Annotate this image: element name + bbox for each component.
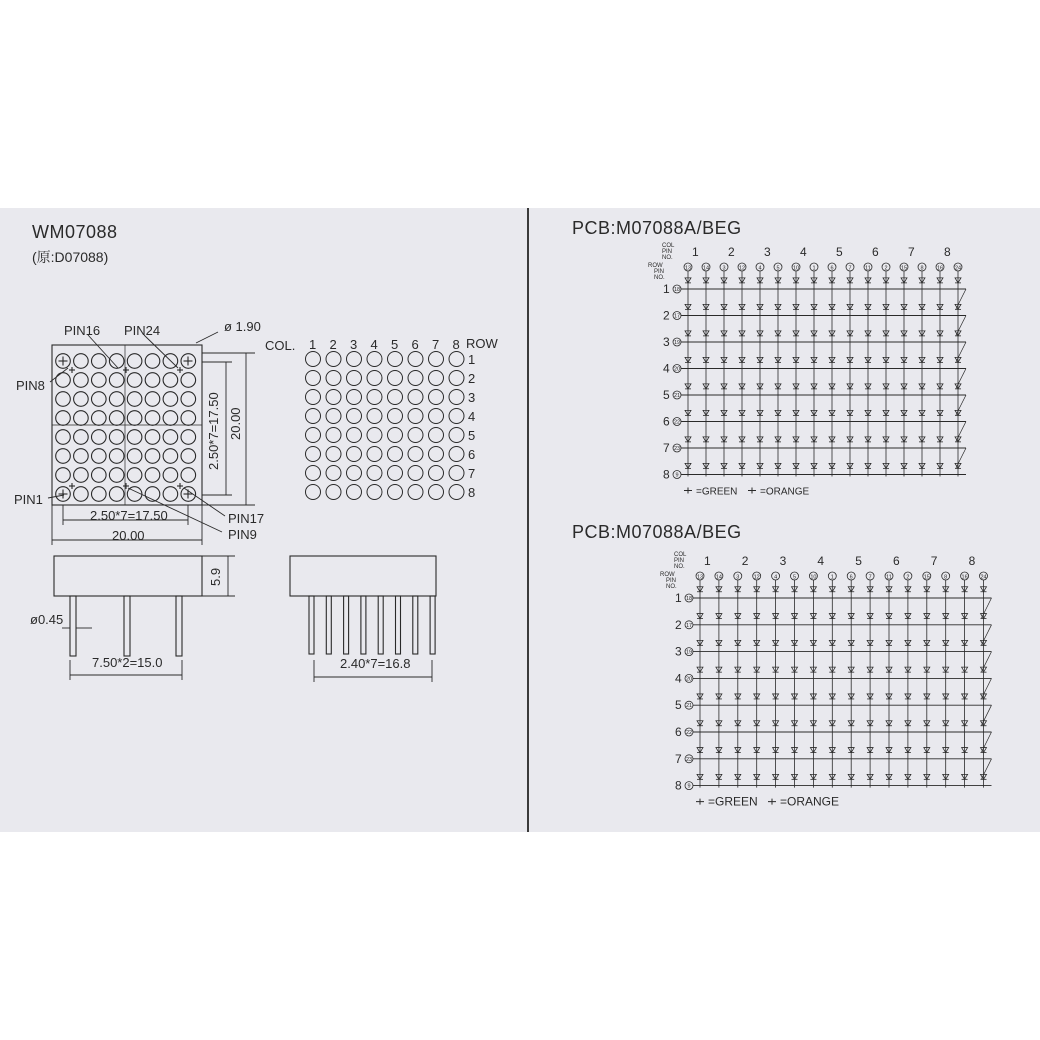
side-pin <box>326 596 331 654</box>
grid-dot <box>388 447 403 462</box>
row-number: 5 <box>675 698 682 713</box>
grid-row-number: 3 <box>468 390 476 405</box>
row-number: 7 <box>663 441 670 455</box>
side-view-left-labels <box>30 568 223 670</box>
grid-dot <box>429 447 444 462</box>
matrix-dot <box>109 411 124 426</box>
matrix-dot <box>127 354 142 369</box>
grid-col-numbers <box>309 337 460 352</box>
col-number: 6 <box>893 554 900 568</box>
row-number: 4 <box>675 671 682 686</box>
row-diagonal <box>956 395 966 415</box>
row-pin-number: 19 <box>685 649 693 656</box>
matrix-dot <box>127 411 142 426</box>
pin1-label: PIN1 <box>14 492 43 507</box>
grid-dot <box>449 428 464 443</box>
col-number: 2 <box>741 554 749 568</box>
col-number: 1 <box>704 554 711 568</box>
left-subtitle: (原:D07088) <box>32 249 109 265</box>
hole-dia-label: ø 1.90 <box>224 319 261 334</box>
matrix-dot <box>92 430 107 445</box>
row-number: 8 <box>675 778 682 793</box>
col-pin-number: 12 <box>753 574 760 581</box>
grid-dot <box>449 466 464 481</box>
grid-col-number: 6 <box>411 337 419 352</box>
matrix-dot <box>163 411 178 426</box>
matrix-dot <box>181 411 196 426</box>
matrix-dot <box>163 468 178 483</box>
matrix-dot <box>163 392 178 407</box>
col-pin-number: 24 <box>980 574 987 581</box>
matrix-dot <box>92 449 107 464</box>
col-pin-number: 7 <box>868 574 872 581</box>
row-pin-number: 22 <box>673 419 681 426</box>
matrix-dot <box>145 354 160 369</box>
grid-row-number: 7 <box>468 466 476 481</box>
matrix-dot <box>181 392 196 407</box>
matrix-dot <box>127 449 142 464</box>
grid-dot <box>388 390 403 405</box>
row-pin-label: PIN <box>654 269 665 275</box>
matrix-dot <box>56 373 71 388</box>
left-title: WM07088 <box>32 222 118 242</box>
col-pin-label: PIN <box>674 558 685 564</box>
pitch-h-label: 2.50*7=17.50 <box>90 508 168 523</box>
col-number: 1 <box>692 245 699 259</box>
col-pin-label: COL <box>662 243 675 249</box>
matrix-dot <box>127 430 142 445</box>
schematic-title-1: PCB:M07088A/BEG <box>572 218 742 238</box>
grid-row-number: 6 <box>468 447 476 462</box>
col-pin-label: NO. <box>662 255 673 261</box>
grid-dot <box>326 409 341 424</box>
grid-dot <box>408 352 423 367</box>
col-pin-number: 3 <box>722 265 726 272</box>
pin-span-label: 7.50*2=15.0 <box>92 655 163 670</box>
col-pin-number: 10 <box>792 265 800 272</box>
legend-green-label: =GREEN <box>708 794 758 809</box>
col-pin-number: 2 <box>906 574 910 581</box>
grid-dot <box>449 371 464 386</box>
grid-row-number: 2 <box>468 371 476 386</box>
col-number: 5 <box>855 554 862 568</box>
pin24-label: PIN24 <box>124 323 161 338</box>
grid-col-number: 2 <box>329 337 337 352</box>
col-pin-number: 4 <box>774 574 778 581</box>
matrix-dot <box>56 392 71 407</box>
pin-pitch-label: 2.40*7=16.8 <box>340 656 411 671</box>
grid-dot <box>367 447 382 462</box>
grid-dot <box>306 466 321 481</box>
row-diagonal <box>982 678 992 698</box>
grid-dot <box>367 352 382 367</box>
pin8-label: PIN8 <box>16 378 45 393</box>
row-header: ROW <box>466 336 498 351</box>
grid-dots <box>306 352 465 500</box>
grid-dot <box>306 371 321 386</box>
col-pin-number: 8 <box>920 265 924 272</box>
matrix-dot <box>92 411 107 426</box>
side-pin <box>378 596 383 654</box>
matrix-dot <box>127 373 142 388</box>
row-diagonal <box>982 625 992 645</box>
matrix-dot <box>127 392 142 407</box>
row-diagonal <box>982 732 992 752</box>
side-pin-2 <box>124 596 130 656</box>
col-number: 2 <box>728 245 735 259</box>
height-label: 20.00 <box>228 407 243 440</box>
col-pin-label: COL <box>674 552 687 558</box>
matrix-dot <box>163 430 178 445</box>
row-diagonal <box>956 369 966 389</box>
col-pin-number: 24 <box>954 265 962 272</box>
matrix-dot <box>74 430 89 445</box>
grid-dot <box>326 428 341 443</box>
row-pin-number: 17 <box>673 313 681 320</box>
grid-dot <box>367 409 382 424</box>
grid-dot <box>408 447 423 462</box>
matrix-dot <box>56 449 71 464</box>
row-diagonal <box>982 705 992 725</box>
grid-dot <box>367 428 382 443</box>
row-diagonal <box>956 342 966 362</box>
matrix-dot <box>109 487 124 502</box>
matrix-dot <box>181 468 196 483</box>
matrix-dot <box>74 373 89 388</box>
matrix-dot <box>109 468 124 483</box>
matrix-dot <box>92 373 107 388</box>
col-number: 4 <box>800 245 807 259</box>
col-pin-number: 11 <box>865 265 871 272</box>
grid-dot <box>388 466 403 481</box>
col-pin-number: 4 <box>758 265 762 272</box>
grid-dot <box>347 447 362 462</box>
matrix-dot-grid <box>56 354 196 502</box>
matrix-dot <box>127 468 142 483</box>
row-pin-label: ROW <box>648 263 663 269</box>
grid-dot <box>449 485 464 500</box>
grid-dot <box>306 352 321 367</box>
grid-dot <box>306 447 321 462</box>
grid-dot <box>347 371 362 386</box>
matrix-dot <box>163 449 178 464</box>
col-number: 3 <box>779 554 787 568</box>
col-pin-number: 14 <box>715 574 722 581</box>
grid-dot <box>326 371 341 386</box>
col-pin-number: 15 <box>900 265 908 272</box>
grid-dot <box>347 390 362 405</box>
grid-dot <box>388 352 403 367</box>
col-number: 8 <box>968 554 976 568</box>
row-pin-number: 23 <box>673 446 681 452</box>
row-pin-label: PIN <box>666 578 677 584</box>
matrix-dot <box>74 449 89 464</box>
row-number: 2 <box>675 617 682 632</box>
grid-dot <box>347 428 362 443</box>
row-number: 1 <box>675 591 682 605</box>
grid-dot <box>388 428 403 443</box>
grid-dot <box>388 409 403 424</box>
col-pin-number: 13 <box>684 265 692 272</box>
row-pin-number: 9 <box>675 472 679 479</box>
row-pin-number: 20 <box>685 676 693 683</box>
col-pin-number: 16 <box>961 574 968 581</box>
matrix-dot <box>145 373 160 388</box>
col-pin-number: 11 <box>886 574 892 581</box>
grid-dot <box>347 466 362 481</box>
col-pin-label: PIN <box>662 249 673 255</box>
side-pin <box>396 596 401 654</box>
row-number: 2 <box>663 308 670 323</box>
pin17-label: PIN17 <box>228 511 265 526</box>
matrix-dot <box>109 392 124 407</box>
matrix-dot <box>74 392 89 407</box>
grid-dot <box>326 447 341 462</box>
side-pin <box>413 596 418 654</box>
matrix-dot <box>181 430 196 445</box>
col-pin-number: 16 <box>936 265 944 272</box>
row-diagonal <box>956 422 966 442</box>
grid-dot <box>306 390 321 405</box>
thickness-label: 5.9 <box>208 567 223 586</box>
col-pin-number: 2 <box>884 265 888 272</box>
matrix-dot <box>163 487 178 502</box>
schematic-2 <box>660 552 992 809</box>
grid-dot <box>429 390 444 405</box>
legend-orange-label: =ORANGE <box>760 486 810 498</box>
grid-dot <box>449 390 464 405</box>
grid-col-number: 8 <box>452 337 460 352</box>
grid-dot <box>306 485 321 500</box>
matrix-dot <box>56 430 71 445</box>
legend-green-symbol <box>696 799 704 805</box>
grid-row-numbers <box>468 352 475 500</box>
col-number: 3 <box>764 245 771 259</box>
matrix-dot <box>163 373 178 388</box>
col-row-grid <box>265 336 499 500</box>
row-number: 1 <box>663 282 670 296</box>
matrix-dot <box>181 373 196 388</box>
row-diagonal <box>982 759 992 779</box>
matrix-dot <box>74 354 89 369</box>
grid-dot <box>408 428 423 443</box>
grid-dot <box>429 352 444 367</box>
col-number: 7 <box>908 245 915 259</box>
side-body-left <box>54 556 202 596</box>
legend-orange-label: =ORANGE <box>780 794 840 809</box>
row-pin-label: ROW <box>660 572 675 578</box>
matrix-dot <box>74 468 89 483</box>
row-pin-number: 19 <box>673 340 681 346</box>
col-number: 5 <box>836 245 843 259</box>
legend-green-symbol <box>684 488 692 494</box>
grid-col-number: 7 <box>432 337 440 352</box>
grid-dot <box>326 352 341 367</box>
col-pin-number: 10 <box>810 574 817 581</box>
col-pin-number: 1 <box>812 265 816 272</box>
row-diagonal <box>982 598 992 618</box>
col-pin-number: 12 <box>738 265 746 272</box>
grid-dot <box>347 409 362 424</box>
side-pin-1 <box>70 596 76 656</box>
legend-orange-symbol <box>768 799 776 805</box>
grid-dot <box>367 466 382 481</box>
side-pin <box>361 596 366 654</box>
grid-dot <box>408 371 423 386</box>
col-pin-number: 3 <box>736 574 740 581</box>
schematic-1 <box>648 243 966 498</box>
pitch-v-label: 2.50*7=17.50 <box>206 392 221 470</box>
grid-dot <box>449 447 464 462</box>
width-label: 20.00 <box>112 528 145 543</box>
matrix-dot <box>56 411 71 426</box>
col-pin-label: NO. <box>674 564 685 570</box>
grid-dot <box>306 409 321 424</box>
side-pin <box>430 596 435 654</box>
col-pin-number: 5 <box>776 265 780 272</box>
grid-dot <box>367 371 382 386</box>
grid-row-number: 5 <box>468 428 476 443</box>
grid-col-number: 3 <box>350 337 358 352</box>
row-pin-number: 21 <box>685 703 693 710</box>
grid-dot <box>347 485 362 500</box>
row-pin-number: 18 <box>685 596 693 602</box>
grid-dot <box>429 371 444 386</box>
matrix-dot <box>145 430 160 445</box>
pin-dia-label: ø0.45 <box>30 612 64 627</box>
row-number: 7 <box>675 751 682 766</box>
matrix-dot <box>109 430 124 445</box>
matrix-dot <box>181 449 196 464</box>
matrix-dot <box>92 392 107 407</box>
col-header: COL. <box>265 338 296 353</box>
col-number: 7 <box>930 554 938 568</box>
side-pin-3 <box>176 596 182 656</box>
row-number: 3 <box>663 335 670 349</box>
col-pin-number: 8 <box>944 574 948 581</box>
col-number: 6 <box>872 245 879 259</box>
grid-dot <box>408 390 423 405</box>
matrix-dot <box>92 487 107 502</box>
row-number: 4 <box>663 361 670 376</box>
row-diagonal <box>956 316 966 336</box>
row-pin-number: 17 <box>685 622 693 629</box>
col-number: 4 <box>817 554 825 568</box>
matrix-dot <box>56 468 71 483</box>
grid-dot <box>306 428 321 443</box>
col-pin-number: 7 <box>848 265 852 272</box>
col-number: 8 <box>944 245 951 259</box>
row-number: 6 <box>675 725 682 739</box>
grid-dot <box>429 466 444 481</box>
row-number: 3 <box>675 644 682 659</box>
matrix-dot <box>109 449 124 464</box>
grid-col-number: 5 <box>391 337 399 352</box>
row-number: 5 <box>663 388 670 402</box>
grid-dot <box>408 485 423 500</box>
row-number: 8 <box>663 467 670 482</box>
matrix-dot <box>92 468 107 483</box>
matrix-dot <box>145 468 160 483</box>
schematic-title-2: PCB:M07088A/BEG <box>572 522 742 542</box>
row-diagonal <box>956 289 966 309</box>
matrix-dot <box>74 487 89 502</box>
grid-dot <box>429 428 444 443</box>
col-pin-number: 14 <box>702 265 710 272</box>
grid-dot <box>367 485 382 500</box>
matrix-dot <box>109 373 124 388</box>
row-pin-number: 21 <box>673 393 681 399</box>
grid-row-number: 1 <box>468 352 476 367</box>
matrix-dot <box>145 392 160 407</box>
grid-row-number: 4 <box>468 409 476 424</box>
pin9-label: PIN9 <box>228 527 257 542</box>
grid-dot <box>408 409 423 424</box>
row-pin-label: NO. <box>666 584 677 590</box>
side-pin <box>344 596 349 654</box>
grid-col-number: 4 <box>370 337 378 352</box>
row-number: 6 <box>663 414 670 429</box>
grid-dot <box>326 485 341 500</box>
matrix-top-view <box>52 345 202 505</box>
row-diagonal <box>982 652 992 672</box>
side-body-right <box>290 556 436 596</box>
side-pins-row <box>309 596 435 654</box>
side-pin <box>309 596 314 654</box>
grid-dot <box>429 485 444 500</box>
row-pin-number: 22 <box>685 730 693 736</box>
grid-dot <box>326 466 341 481</box>
grid-row-number: 8 <box>468 485 476 500</box>
grid-dot <box>347 352 362 367</box>
row-pin-number: 9 <box>687 783 691 790</box>
matrix-dot <box>145 449 160 464</box>
legend-orange-symbol <box>748 488 756 494</box>
row-pin-number: 20 <box>673 366 681 373</box>
matrix-dot <box>92 354 107 369</box>
col-pin-number: 5 <box>792 574 797 581</box>
col-pin-number: 13 <box>696 574 704 581</box>
grid-dot <box>429 409 444 424</box>
grid-dot <box>326 390 341 405</box>
legend-green-label: =GREEN <box>696 486 738 498</box>
grid-dot <box>388 371 403 386</box>
grid-dot <box>449 409 464 424</box>
grid-col-number: 1 <box>309 337 317 352</box>
grid-dot <box>449 352 464 367</box>
row-pin-number: 18 <box>673 287 681 293</box>
grid-dot <box>408 466 423 481</box>
col-pin-number: 6 <box>830 265 834 272</box>
row-pin-label: NO. <box>654 275 665 281</box>
row-pin-number: 23 <box>685 756 693 763</box>
col-pin-number: 6 <box>849 574 853 581</box>
pin16-label: PIN16 <box>64 323 101 338</box>
grid-dot <box>388 485 403 500</box>
grid-dot <box>367 390 382 405</box>
col-pin-number: 15 <box>923 574 930 581</box>
matrix-dot <box>74 411 89 426</box>
matrix-dot <box>145 411 160 426</box>
row-diagonal <box>956 448 966 468</box>
col-pin-number: 1 <box>830 574 834 581</box>
